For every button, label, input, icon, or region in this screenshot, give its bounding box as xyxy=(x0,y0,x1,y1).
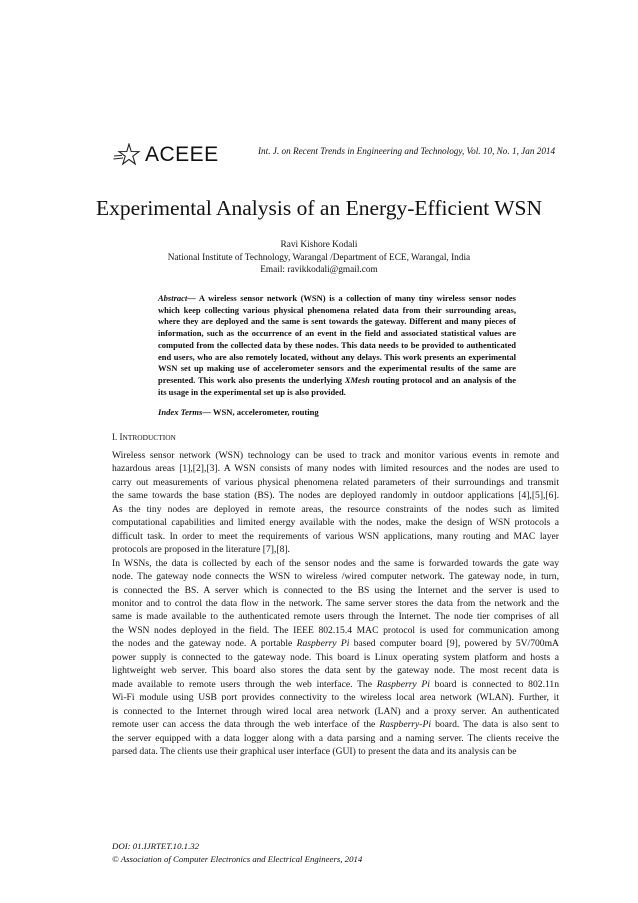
body-line xyxy=(112,732,559,745)
body-segment: is connected to the Internet through wired local area network (LAN) and a proxy server. An authenticated xyxy=(112,705,559,717)
body-segment: Wi-Fi module using USB port provides connectivity to the wireless local area network (WLAN). Further, it xyxy=(112,692,559,704)
body-segment: the server equipped with a data logger along with a data parsing and a naming server. The clients receive the xyxy=(112,732,559,744)
body-text xyxy=(112,449,559,758)
body-line xyxy=(112,449,559,462)
body-segment: power supply is connected to the gateway node. This board is Linux operating system platform and hosts a xyxy=(112,651,559,663)
body-line xyxy=(112,570,559,583)
abstract-label: Abstract xyxy=(158,293,188,303)
body-italic-term: Raspberry-Pi xyxy=(379,719,432,731)
body-line xyxy=(112,745,559,758)
index-terms-label: Index Terms xyxy=(158,407,203,417)
body-segment: carry out measurements of various physical phenomena related parameters of their surroundings and transmit xyxy=(112,476,559,488)
body-line xyxy=(112,462,559,475)
abstract-xmesh: XMesh xyxy=(344,374,370,385)
author-email: Email: ravikkodali@gmail.com xyxy=(260,265,378,275)
body-segment: is connected the BS. A server which is connected to the BS using the Internet and the server is used to xyxy=(112,584,559,596)
paper-title: Experimental Analysis of an Energy-Efficient WSN xyxy=(95,196,543,220)
body-segment: protocols are proposed in the literature [7],[8]. xyxy=(112,544,290,556)
abstract xyxy=(158,293,516,398)
star-logo-icon xyxy=(113,143,143,167)
section-number: I. I xyxy=(112,432,123,442)
body-segment: node. The gateway node connects the WSN to wireless /wired computer network. The gateway node, in turn, xyxy=(112,571,559,583)
body-segment: As the tiny nodes are deployed in remote areas, the resource constraints of the nodes such as limited xyxy=(112,503,559,515)
body-segment: made available to remote users through the web interface. The xyxy=(112,678,377,690)
body-segment: In WSNs, the data is collected by each of the sensor nodes and the same is forwarded towards the gate way xyxy=(112,557,559,569)
body-line xyxy=(112,637,559,650)
body-italic-term: Raspberry Pi xyxy=(376,678,430,690)
body-segment: the WSN nodes deployed in the field. The IEEE 802.15.4 MAC protocol is used for communication among xyxy=(112,624,559,636)
body-line xyxy=(112,489,559,502)
body-segment: hazardous areas [1],[2],[3]. A WSN consists of many nodes with limited resources and the nodes are used to xyxy=(112,463,559,475)
abstract-text-2: routing protocol and an analysis of the its usage in the experimental set up is also provided. xyxy=(158,374,516,397)
body-segment: based computer board [9], powered by 5V/700mA xyxy=(349,638,559,650)
body-italic-term: Raspberry Pi xyxy=(296,638,350,650)
abstract-dash: — xyxy=(187,293,196,303)
body-line xyxy=(112,516,559,529)
body-line xyxy=(112,678,559,691)
body-segment: monitor and to control the data flow in the network. The same server stores the data from the network and the xyxy=(112,597,559,609)
body-line xyxy=(112,476,559,489)
body-line xyxy=(112,705,559,718)
doi: DOI: 01.IJRTET.10.1.32 xyxy=(112,841,200,851)
publisher-logo xyxy=(113,143,219,167)
body-line xyxy=(112,584,559,597)
index-terms-text: WSN, accelerometer, routing xyxy=(210,407,319,417)
author-affiliation: National Institute of Technology, Warangal /Department of ECE, Warangal, India xyxy=(167,253,471,263)
body-segment: difficult task. In order to meet the requirements of various WSN applications, many routing and MAC layer xyxy=(112,530,559,542)
body-segment: board is connected to 802.11n xyxy=(429,678,559,690)
body-line xyxy=(112,597,559,610)
body-line xyxy=(112,624,559,637)
index-terms xyxy=(158,407,319,417)
body-segment: computational capabilities and limited energy available with the nodes, make the design of WSN protocols a xyxy=(112,517,559,529)
body-segment: same is made available to the authenticated remote users through the Internet. The node tier comprises of all xyxy=(112,611,559,623)
body-line xyxy=(112,691,559,704)
section-heading xyxy=(112,432,176,442)
body-segment: the nodes and the gateway node. A portable xyxy=(112,638,297,650)
body-segment: remote user can access the data through the web interface of the xyxy=(112,719,380,731)
section-title: NTRODUCTION xyxy=(122,433,176,442)
logo-text: ACEEE xyxy=(145,143,219,166)
author-name: Ravi Kishore Kodali xyxy=(280,240,358,250)
body-line xyxy=(112,610,559,623)
index-terms-dash: — xyxy=(202,407,211,417)
body-line xyxy=(112,557,559,570)
body-segment: the same towards the base station (BS). The nodes are deployed randomly in outdoor applications [4],[5],[6]. xyxy=(112,490,559,502)
body-segment: board. The data is also sent to xyxy=(431,719,559,731)
body-line xyxy=(112,718,559,731)
body-line xyxy=(112,651,559,664)
body-line xyxy=(112,530,559,543)
body-segment: lightweight web server. This board also stores the data sent by the gateway node. The most recent data is xyxy=(112,665,559,677)
abstract-text-1: A wireless sensor network (WSN) is a collection of many tiny wireless sensor nodes which keep collecting various physical phenomena related data from their surrounding areas, where they are deployed and the same is sent towards the gateway. Different and many pieces of information, such as the occurrence of an event in the field and associated statistical values are computed from the collected data by these nodes. This data needs to be provided to authenticated end users, who are also remotely located, without any delays. This work presents an experimental WSN set up making use of accelerometer sensors and the experimental results of the same are presented. This work also presents the underlying xyxy=(158,293,516,385)
body-segment: Wireless sensor network (WSN) technology can be used to track and monitor various events in remote and xyxy=(112,450,559,461)
body-line xyxy=(112,503,559,516)
copyright: © Association of Computer Electronics and Electrical Engineers, 2014 xyxy=(112,854,363,864)
body-line xyxy=(112,543,559,556)
body-line xyxy=(112,664,559,677)
body-segment: parsed data. The clients use their graphical user interface (GUI) to present the data and its analysis can be xyxy=(112,745,517,757)
journal-citation: Int. J. on Recent Trends in Engineering and Technology, Vol. 10, No. 1, Jan 2014 xyxy=(258,146,556,156)
